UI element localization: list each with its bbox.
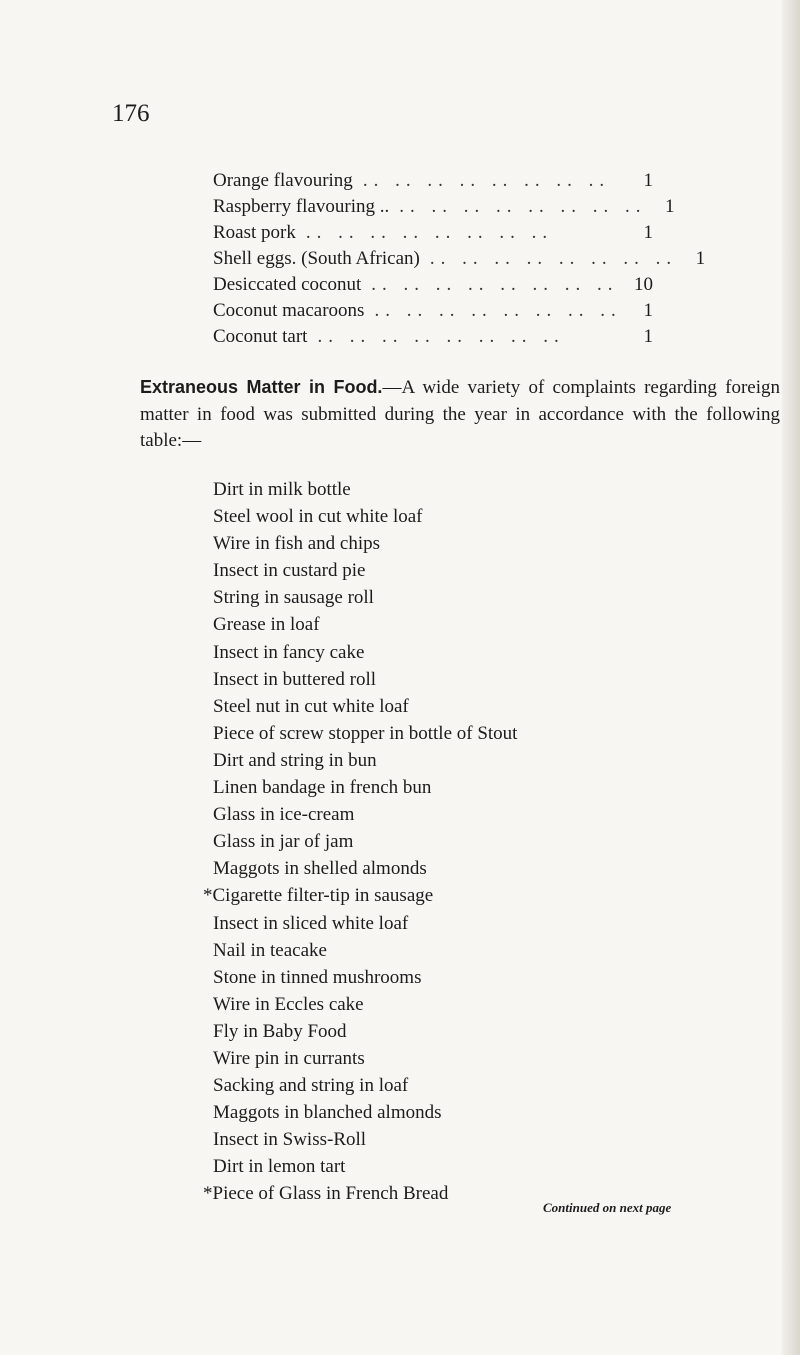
list-item: Dirt in milk bottle (213, 479, 351, 500)
leader-dots: .. .. .. .. .. .. .. .. (374, 300, 622, 321)
section-text: —A wide variety of complaints regarding foreign matter in food was submitted during the year in accordance with the following table:— (140, 377, 780, 451)
list-item: Sacking and string in loaf (213, 1075, 409, 1097)
table-row (213, 168, 653, 194)
table-item-label: Desiccated coconut (213, 274, 362, 295)
table-row (213, 220, 653, 246)
list-item: String in sausage roll (213, 587, 374, 609)
list-item: Insect in sliced white loaf (213, 912, 409, 934)
table-row (213, 194, 675, 220)
list-item: Insect in buttered roll (213, 668, 377, 690)
list-item: Wire in fish and chips (213, 533, 381, 555)
table-item-label: Shell eggs. (South African) (213, 248, 420, 269)
page-edge-shadow (782, 0, 800, 1355)
list-item: Nail in teacake (213, 939, 327, 961)
table-item-label: Coconut tart (213, 326, 308, 347)
list-item: Stone in tinned mushrooms (213, 966, 422, 988)
list-item: Insect in custard pie (213, 560, 366, 582)
list-item: Glass in ice-cream (213, 804, 355, 826)
section-heading: Extraneous Matter in Food. (140, 377, 383, 397)
list-item: *Piece of Glass in French Bread (203, 1183, 449, 1205)
list-item: Maggots in blanched almonds (213, 1102, 442, 1124)
list-item: Grease in loaf (213, 614, 320, 636)
table-row (213, 298, 653, 324)
list-item: Glass in jar of jam (213, 831, 354, 853)
leader-dots: .. .. .. .. .. .. .. .. (305, 222, 554, 243)
list-item: Insect in fancy cake (213, 641, 365, 663)
table-row (213, 246, 706, 272)
table-item-count: 1 (643, 300, 653, 321)
list-item: Piece of screw stopper in bottle of Stout (213, 722, 518, 744)
list-item: Wire pin in currants (213, 1047, 365, 1069)
leader-dots: .. .. .. .. .. .. .. .. (317, 326, 565, 347)
page-number: 176 (112, 100, 150, 127)
list-item: *Cigarette filter-tip in sausage (203, 885, 434, 907)
table-item-label: Coconut macaroons (213, 300, 365, 321)
table-item-count: 1 (643, 170, 653, 191)
table-item-label: Orange flavouring (213, 170, 353, 191)
leader-dots: .. .. .. .. .. .. .. .. (371, 274, 619, 295)
table-item-count: 1 (695, 248, 706, 269)
list-item: Dirt in lemon tart (213, 1156, 346, 1178)
list-item: Steel wool in cut white loaf (213, 506, 423, 528)
table-item-count: 10 (634, 274, 653, 295)
list-item: Wire in Eccles cake (213, 993, 364, 1015)
list-item: Dirt and string in bun (213, 749, 377, 771)
table-item-label: Roast pork (213, 222, 296, 243)
table-item-count: 1 (664, 196, 675, 217)
food-complaints-table (213, 168, 706, 350)
list-item: Linen bandage in french bun (213, 777, 432, 799)
table-row (213, 324, 653, 350)
list-item: Fly in Baby Food (213, 1020, 347, 1042)
list-item: Insect in Swiss-Roll (213, 1129, 367, 1151)
table-item-label: Raspberry flavouring .. (213, 196, 390, 217)
list-item: Steel nut in cut white loaf (213, 695, 409, 717)
table-item-count: 1 (643, 222, 653, 243)
leader-dots: .. .. .. .. .. .. .. .. (362, 170, 611, 191)
table-row (213, 272, 653, 298)
leader-dots: .. .. .. .. .. .. .. .. (429, 248, 678, 269)
foreign-matter-list (203, 476, 693, 1208)
leader-dots: .. .. .. .. .. .. .. .. (399, 196, 647, 217)
continued-note: Continued on next page (543, 1200, 672, 1215)
extraneous-matter-paragraph (140, 374, 780, 455)
list-item: Maggots in shelled almonds (213, 858, 427, 880)
table-item-count: 1 (643, 326, 653, 347)
